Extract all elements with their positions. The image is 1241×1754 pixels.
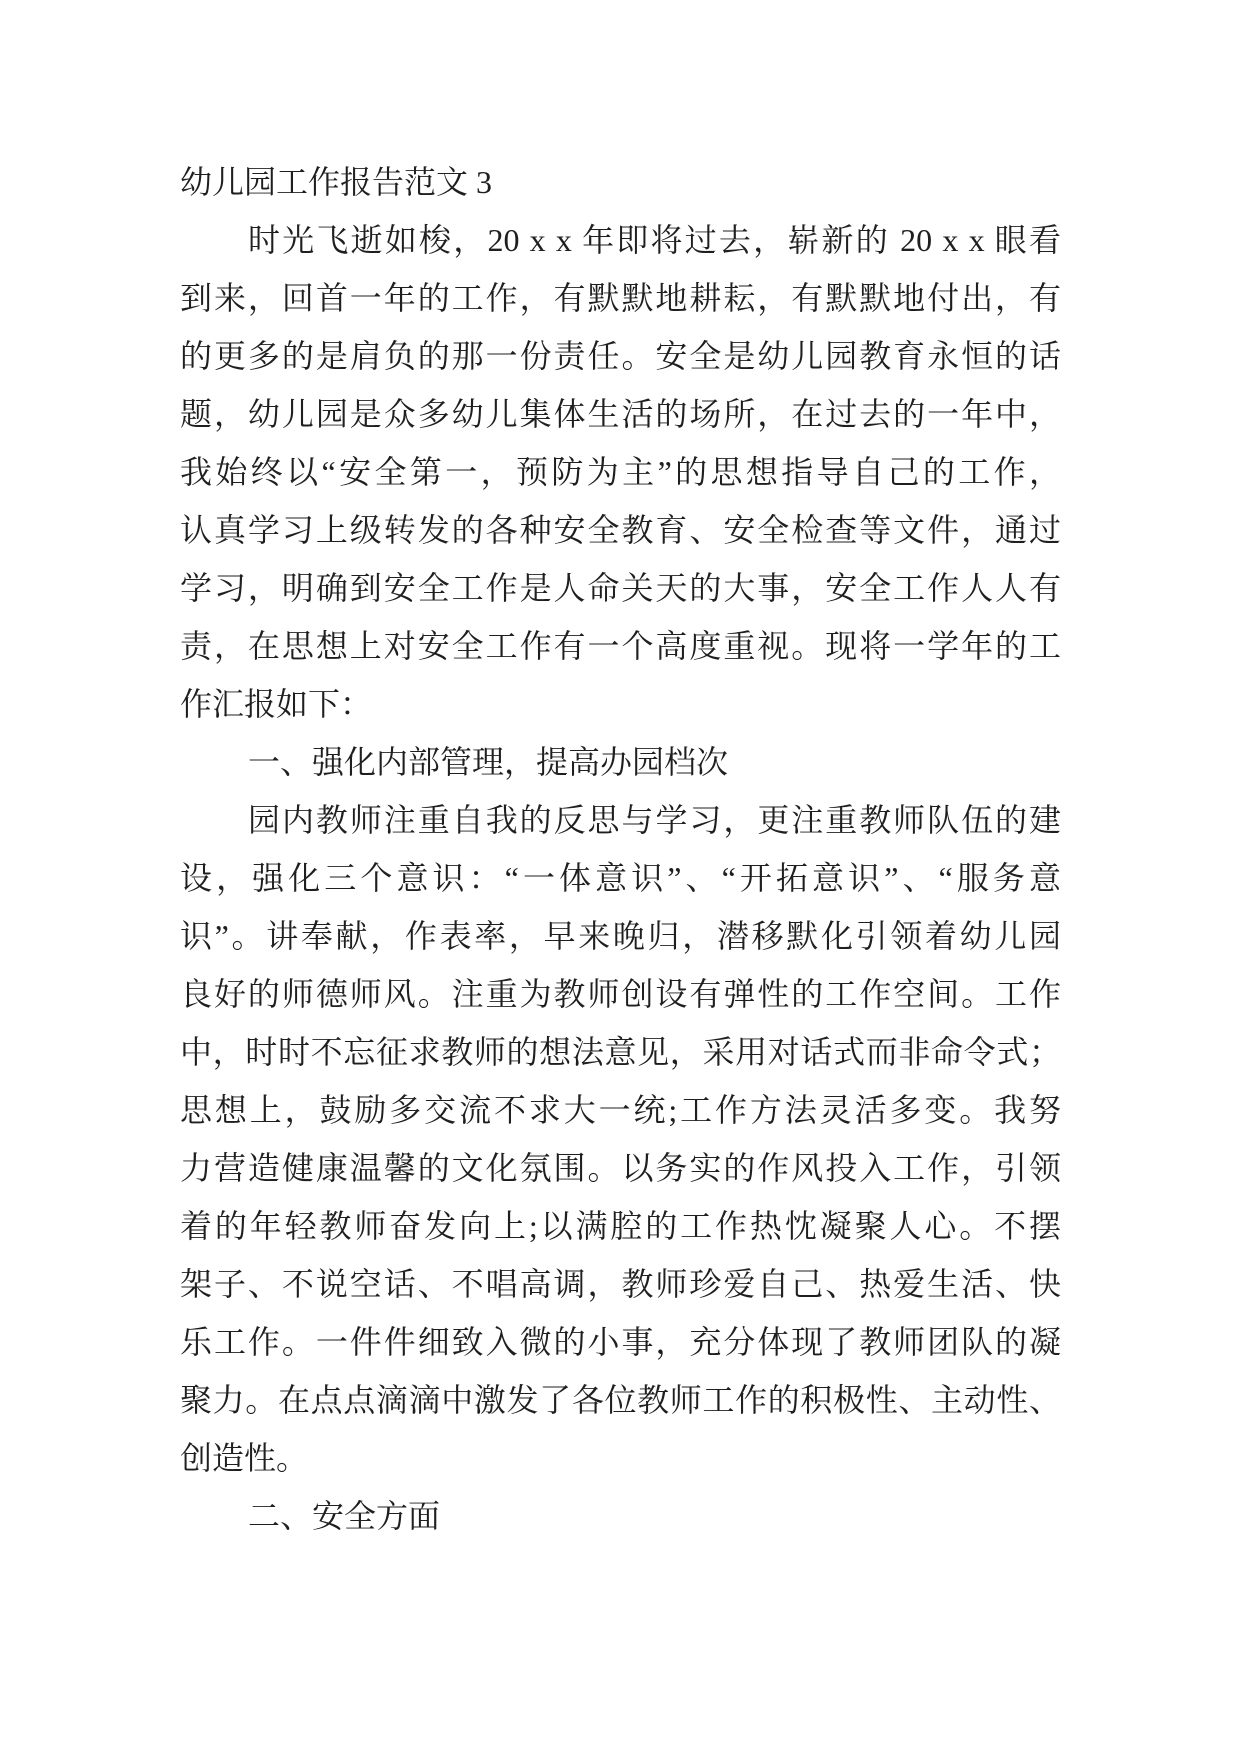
section-heading: 一、强化内部管理，提高办园档次: [248, 744, 729, 780]
text-line: 设，强化三个意识：“一体意识”、“开拓意识”、“服务意: [180, 860, 1061, 896]
text-line: 时光飞逝如梭，20 x x 年即将过去，崭新的 20 x x 眼看: [248, 222, 1061, 258]
text-line: 良好的师德师风。注重为教师创设有弹性的工作空间。工作: [180, 976, 1061, 1012]
text-line: 认真学习上级转发的各种安全教育、安全检查等文件，通过: [180, 512, 1061, 548]
text-line: 识”。讲奉献，作表率，早来晚归，潜移默化引领着幼儿园: [180, 918, 1061, 954]
text-line: 架子、不说空话、不唱高调，教师珍爱自己、热爱生活、快: [180, 1266, 1061, 1302]
text-line: 思想上，鼓励多交流不求大一统;工作方法灵活多变。我努: [180, 1092, 1061, 1128]
text-line: 聚力。在点点滴滴中激发了各位教师工作的积极性、主动性、: [180, 1382, 1061, 1418]
text-line: 园内教师注重自我的反思与学习，更注重教师队伍的建: [248, 802, 1061, 838]
text-line: 责，在思想上对安全工作有一个高度重视。现将一学年的工: [180, 628, 1061, 664]
text-line: 力营造健康温馨的文化氛围。以务实的作风投入工作，引领: [180, 1150, 1061, 1186]
text-line: 中，时时不忘征求教师的想法意见，采用对话式而非命令式；: [180, 1034, 1061, 1070]
text-line: 乐工作。一件件细致入微的小事，充分体现了教师团队的凝: [180, 1324, 1061, 1360]
text-line: 作汇报如下：: [180, 686, 373, 722]
text-line: 创造性。: [180, 1440, 309, 1476]
section-heading: 二、安全方面: [248, 1498, 441, 1534]
text-line: 学习，明确到安全工作是人命关天的大事，安全工作人人有: [180, 570, 1061, 606]
text-line: 的更多的是肩负的那一份责任。安全是幼儿园教育永恒的话: [180, 338, 1061, 374]
text-line: 着的年轻教师奋发向上;以满腔的工作热忱凝聚人心。不摆: [180, 1208, 1061, 1244]
text-line: 我始终以“安全第一，预防为主”的思想指导自己的工作，: [180, 454, 1061, 490]
text-line: 到来，回首一年的工作，有默默地耕耘，有默默地付出，有: [180, 280, 1061, 316]
document-title: 幼儿园工作报告范文 3: [180, 164, 493, 200]
text-line: 题，幼儿园是众多幼儿集体生活的场所，在过去的一年中，: [180, 396, 1061, 432]
